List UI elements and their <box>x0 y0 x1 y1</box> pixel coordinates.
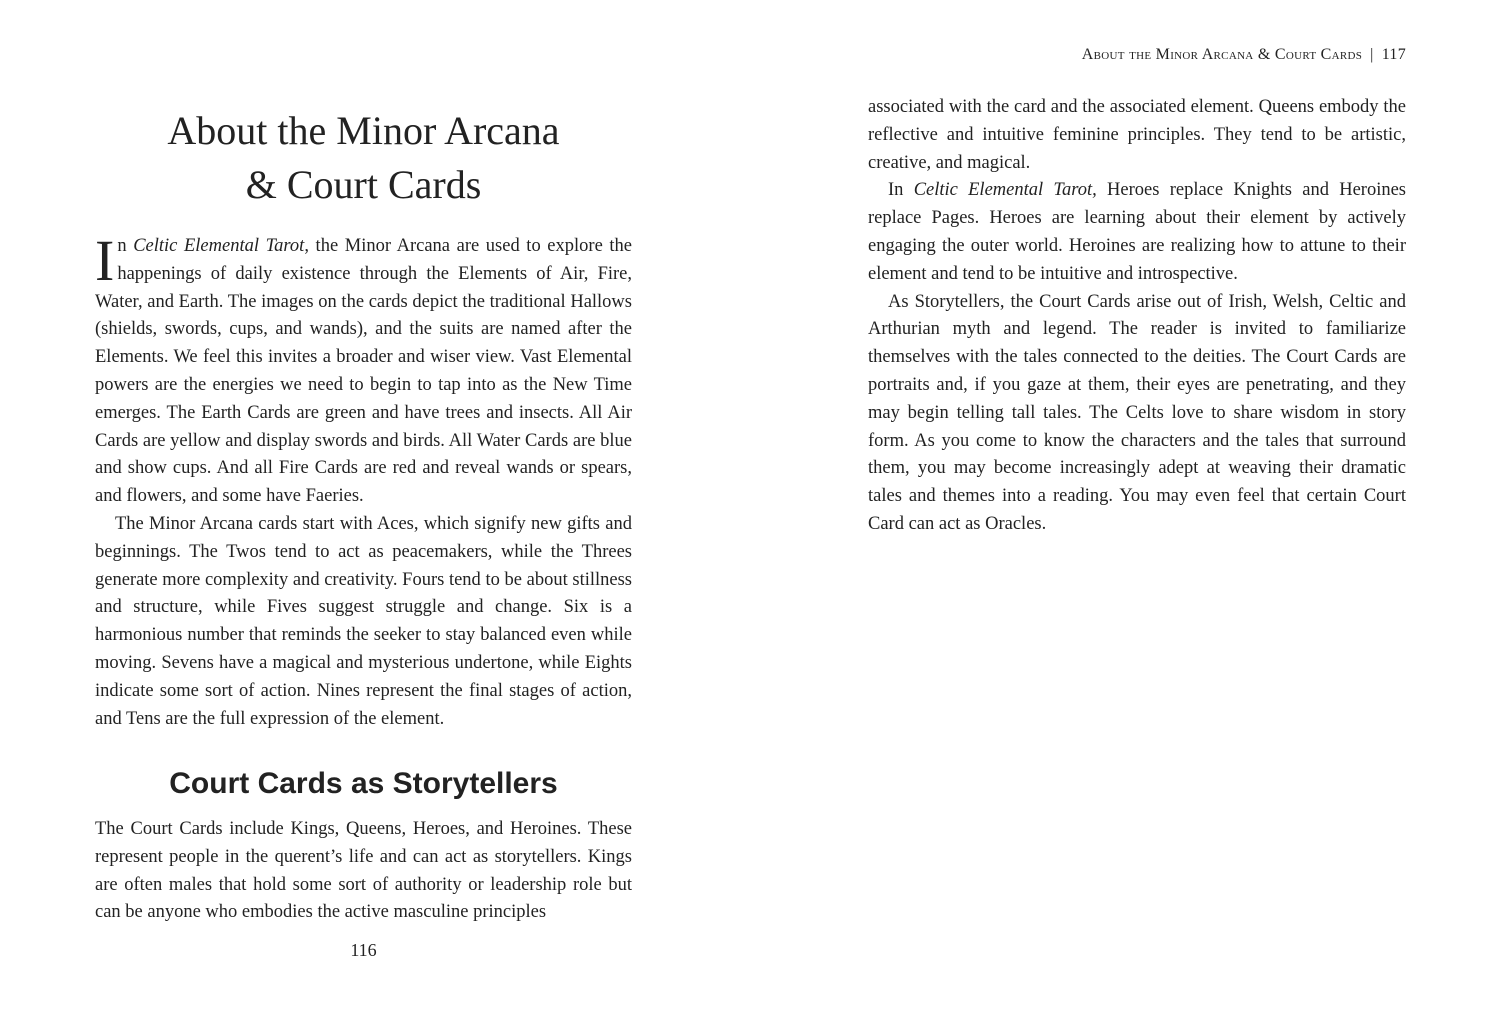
intro-paragraph <box>95 228 632 511</box>
page-number-right: 117 <box>1381 46 1406 63</box>
book-title-italic-right: Celtic Elemental Tarot, <box>913 180 1097 201</box>
section-heading: Court Cards as Storytellers <box>169 767 558 800</box>
running-head <box>1082 46 1406 64</box>
heroes-paragraph <box>868 177 1406 288</box>
intro-paragraph-body: , the Minor Arcana are used to explore the happenings of daily existence through the Elements of Air, Fire, Water, and Earth. The images on the cards depict the traditional Hallows (shields, swords, cups, and wands), and the suits are named after the Elements. We feel this invites a broader and wiser view. Vast Elemental powers are the energies we need to begin to tap into as the New Time emerges. The Earth Cards are green and have trees and insects. All Air Cards are yellow and display swords and birds. All Water Cards are blue and show cups. And all Fire Cards are red and reveal wands or spears, and flowers, and some have Faeries. <box>95 236 632 507</box>
right-page <box>868 0 1406 1031</box>
queens-paragraph: associated with the card and the associated element. Queens embody the reflective and intuitive feminine principles. They tend to be artistic, creative, and magical. <box>868 97 1406 173</box>
right-text-block <box>868 94 1406 539</box>
chapter-title-line2: & Court Cards <box>245 162 482 207</box>
chapter-title-line1: About the Minor Arcana <box>167 108 560 153</box>
book-title-italic: Celtic Elemental Tarot <box>133 236 305 256</box>
court-cards-text-block <box>95 816 632 927</box>
heroes-paragraph-body: Heroes replace Knights and Heroines replace Pages. Heroes are learning about their element by actively engaging the outer world. Heroines are realizing how to attune to their element and tend to be intuitive and introspective. <box>868 180 1406 284</box>
court-cards-paragraph: The Court Cards include Kings, Queens, Heroes, and Heroines. These represent people in the querent’s life and can act as storytellers. Kings are often males that hold some sort of authority or leadership role but can be anyone who embodies the active masculine principles <box>95 819 632 923</box>
drop-cap: I <box>95 228 115 293</box>
page-number-left: 116 <box>350 940 377 960</box>
storytellers-paragraph: As Storytellers, the Court Cards arise out of Irish, Welsh, Celtic and Arthurian myth and legend. The reader is invited to familiarize themselves with the tales connected to the deities. The Court Cards are portraits and, if you gaze at them, their eyes are penetrating, and they may begin telling tall tales. The Celts love to share wisdom in story form. As you come to know the characters and the tales that surround them, you may become increasingly adept at weaving their dramatic tales and themes into a reading. You may even feel that certain Court Card can act as Oracles. <box>868 291 1406 534</box>
heroes-paragraph-lead: In <box>888 180 914 201</box>
chapter-title <box>95 104 632 212</box>
left-page <box>95 0 632 1031</box>
intro-paragraph-lead: n <box>117 236 134 256</box>
minor-arcana-paragraph: The Minor Arcana cards start with Aces, which signify new gifts and beginnings. The Twos tend to act as peacemakers, while the Threes generate more complexity and creativity. Fours tend to be about stillness and structure, while Fives suggest struggle and change. Six is a harmonious number that reminds the seeker to stay balanced even while moving. Sevens have a magical and mysterious undertone, while Eights indicate some sort of action. Nines represent the final stages of action, and Tens are the full expression of the element. <box>95 513 632 729</box>
intro-text-block <box>95 228 632 733</box>
running-head-title: About the Minor Arcana & Court Cards <box>1081 46 1363 63</box>
running-head-separator: | <box>1370 46 1374 63</box>
